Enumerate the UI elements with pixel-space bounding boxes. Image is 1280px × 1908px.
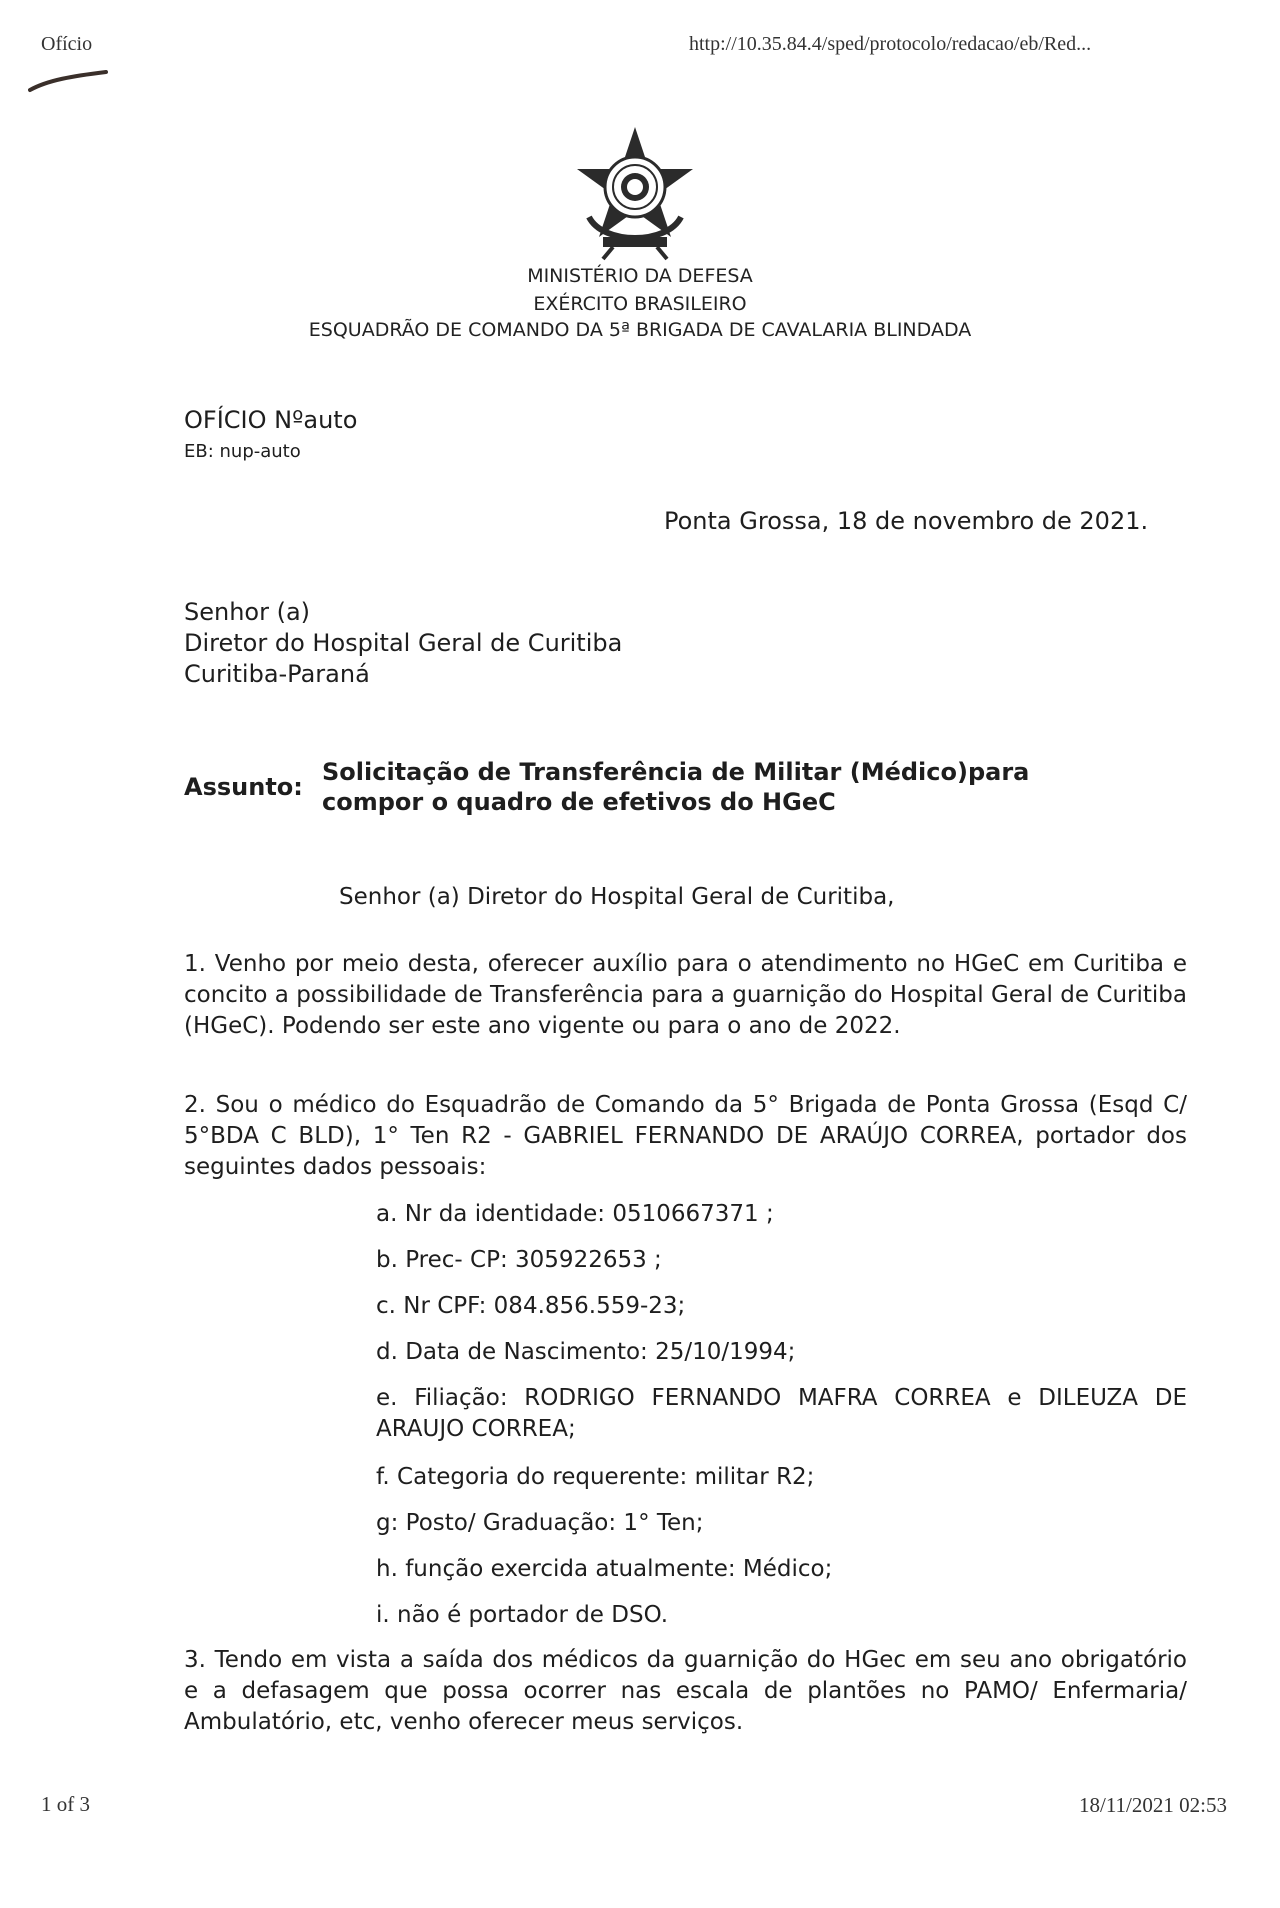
list-item: a. Nr da identidade: 0510667371 ;: [376, 1201, 774, 1227]
recipient-title: Diretor do Hospital Geral de Curitiba: [184, 629, 623, 657]
list-item: e. Filiação: RODRIGO FERNANDO MAFRA CORREA e DILEUZA DE ARAUJO CORREA;: [376, 1385, 1187, 1442]
subject-label: Assunto:: [184, 773, 303, 801]
list-item: d. Data de Nascimento: 25/10/1994;: [376, 1339, 796, 1365]
header-army: EXÉRCITO BRASILEIRO: [533, 293, 747, 315]
print-datetime: 18/11/2021 02:53: [1079, 1793, 1227, 1817]
subject-line-2: compor o quadro de efetivos do HGeC: [322, 788, 836, 816]
greeting: Senhor (a) Diretor do Hospital Geral de Curitiba,: [339, 884, 895, 910]
recipient-location: Curitiba-Paraná: [184, 660, 370, 688]
subject-line-1: Solicitação de Transferência de Militar (Médico)para: [322, 758, 1030, 786]
recipient-salutation: Senhor (a): [184, 598, 311, 626]
paragraph-1: 1. Venho por meio desta, oferecer auxílio para o atendimento no HGeC em Curitiba e concito a possibilidade de Transferência para a guarnição do Hospital Geral de Curitiba (HGeC). Podendo ser este ano vigente ou para o ano de 2022.: [184, 951, 1187, 1039]
header-unit: ESQUADRÃO DE COMANDO DA 5ª BRIGADA DE CAVALARIA BLINDADA: [308, 319, 972, 341]
page-counter: 1 of 3: [41, 1792, 90, 1816]
list-item: c. Nr CPF: 084.856.559-23;: [376, 1293, 686, 1319]
list-item: b. Prec- CP: 305922653 ;: [376, 1247, 662, 1273]
header-ministry: MINISTÉRIO DA DEFESA: [527, 265, 753, 287]
pen-mark-icon: [28, 66, 110, 98]
list-item: h. função exercida atualmente: Médico;: [376, 1556, 833, 1582]
paragraph-3: 3. Tendo em vista a saída dos médicos da guarnição do HGec em seu ano obrigatório e a defasagem que possa ocorrer nas escala de plantões no PAMO/ Enfermaria/ Ambulatório, etc, venho oferecer meus serviços.: [184, 1647, 1187, 1735]
brazil-coat-of-arms-icon: [573, 125, 697, 263]
print-url: http://10.35.84.4/sped/protocolo/redacao/eb/Red...: [689, 33, 1092, 55]
date-line: Ponta Grossa, 18 de novembro de 2021.: [664, 507, 1149, 535]
nup-code: EB: nup-auto: [184, 441, 301, 462]
paragraph-2: 2. Sou o médico do Esquadrão de Comando da 5° Brigada de Ponta Grossa (Esqd C/ 5°BDA C BLD), 1° Ten R2 - GABRIEL FERNANDO DE ARAÚJO CORREA, portador dos seguintes dados pessoais:: [184, 1092, 1187, 1180]
list-item: i. não é portador de DSO.: [376, 1602, 669, 1628]
oficio-number: OFÍCIO Nºauto: [184, 406, 358, 434]
subject-text: [322, 757, 1122, 817]
print-tab-title: Ofício: [41, 33, 93, 55]
list-item: f. Categoria do requerente: militar R2;: [376, 1464, 815, 1490]
list-item: g: Posto/ Graduação: 1° Ten;: [376, 1510, 704, 1536]
